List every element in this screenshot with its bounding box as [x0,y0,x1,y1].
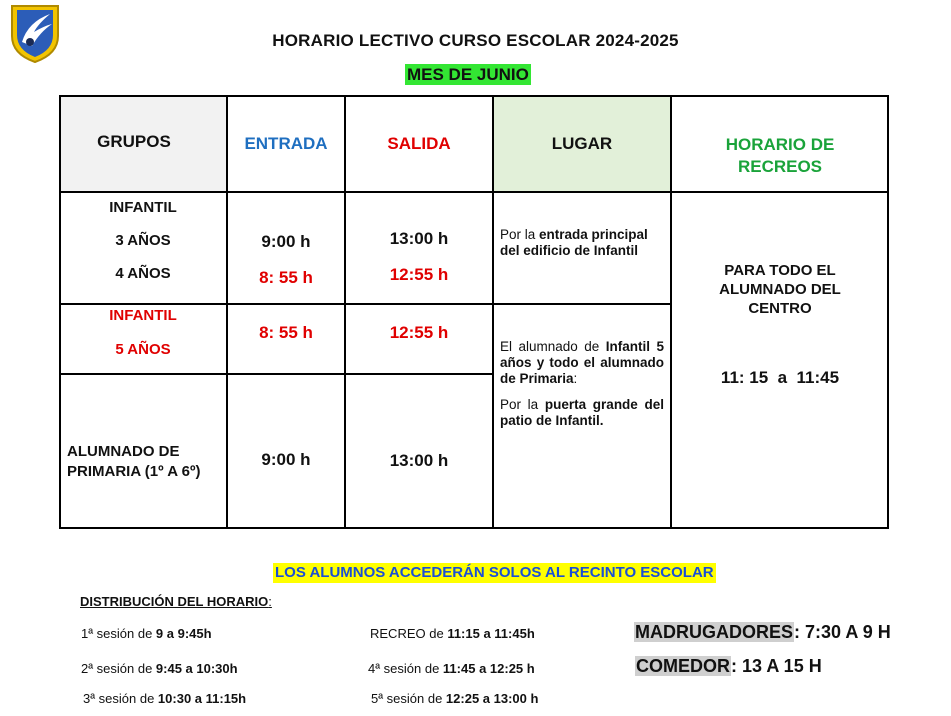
lugar-r1-pre: Por la [500,227,540,242]
session-4 [368,661,535,676]
session-3 [83,691,246,706]
lugar-r2-p1-bold: Infantil 5 años y todo el alumnado de Primaria [500,339,664,386]
s1-pre: 1ª sesión de [81,626,156,641]
distribution-title-colon: : [268,594,272,609]
grupos-header: GRUPOS [97,132,171,151]
recreo-time: 11: 15 a 11:45 [720,368,840,387]
primaria-line2: PRIMARIA (1º A 6º) [67,463,201,480]
comedor-info [635,656,822,677]
entrada-infantil-5: 8: 55 h [259,323,313,342]
recreo-line2: ALUMNADO DEL [719,281,841,298]
entrada-infantil-3: 9:00 h [261,232,311,251]
recreos-header-line1: HORARIO DE [725,135,835,154]
entrada-infantil-4: 8: 55 h [259,268,313,287]
salida-infantil-4: 12:55 h [389,265,449,284]
lugar-infantil5-primaria [500,339,664,429]
page-title: HORARIO LECTIVO CURSO ESCOLAR 2024-2025 [272,31,679,50]
lugar-r2-p1-pre: El alumnado de [500,339,606,354]
lugar-r2-p2-pre: Por la [500,397,545,412]
s2-pre: 2ª sesión de [81,661,156,676]
s4-bold: 11:45 a 12:25 h [442,661,535,676]
lugar-header: LUGAR [551,134,613,153]
primaria-label [67,442,225,482]
salida-header: SALIDA [387,134,451,153]
session-recreo [370,626,535,641]
session-1 [81,626,212,641]
recreo-target [671,261,889,318]
madrugadores-value: : 7:30 A 9 H [794,622,891,642]
distribution-title [80,594,272,609]
recreo-line1: PARA TODO EL [724,262,836,279]
recreo-bold: 11:15 a 11:45h [447,626,535,641]
comedor-value: : 13 A 15 H [731,656,822,676]
madrugadores-label: MADRUGADORES [635,622,794,642]
lugar-r1-bold: entrada principal del edificio de Infantil [500,227,648,258]
session-5 [371,691,538,706]
s3-pre: 3ª sesión de [83,691,158,706]
infantil-3-label: 3 AÑOS [115,232,171,249]
infantil-4-label: 4 AÑOS [115,265,171,282]
infantil-3-4-title: INFANTIL [109,199,177,216]
schedule-table [59,95,889,529]
s1-bold: 9 a 9:45h [155,626,212,641]
access-notice: LOS ALUMNOS ACCEDERÁN SOLOS AL RECINTO ESCOLAR [275,564,714,581]
comedor-label: COMEDOR [636,656,730,676]
distribution-title-text: DISTRIBUCIÓN DEL HORARIO [80,594,269,609]
lugar-r2-p1 [500,339,664,387]
entrada-primaria: 9:00 h [261,450,311,469]
s3-bold: 10:30 a 11:15h [157,691,247,706]
primaria-line1: ALUMNADO DE [67,443,180,460]
lugar-infantil-3-4 [500,227,660,259]
recreos-header-line2: RECREOS [737,157,823,176]
salida-primaria: 13:00 h [389,451,449,470]
entrada-header: ENTRADA [244,134,328,153]
s2-bold: 9:45 a 10:30h [155,661,238,676]
recreo-pre: RECREO de [370,626,448,641]
lugar-r2-p2-bold: puerta grande del patio de Infantil. [500,397,664,428]
s5-bold: 12:25 a 13:00 h [445,691,539,706]
madrugadores-info [634,622,891,643]
lugar-r2-p2 [500,397,664,429]
infantil-5-label: 5 AÑOS [115,341,171,358]
lugar-r2-p1-post: : [573,371,578,386]
recreo-line3: CENTRO [748,300,812,317]
s5-pre: 5ª sesión de [371,691,446,706]
infantil-5-title: INFANTIL [109,307,177,324]
session-2 [81,661,238,676]
recreos-header [671,134,889,178]
salida-infantil-5: 12:55 h [389,323,449,342]
s4-pre: 4ª sesión de [368,661,443,676]
salida-infantil-3: 13:00 h [389,229,449,248]
month-label: MES DE JUNIO [407,65,529,84]
